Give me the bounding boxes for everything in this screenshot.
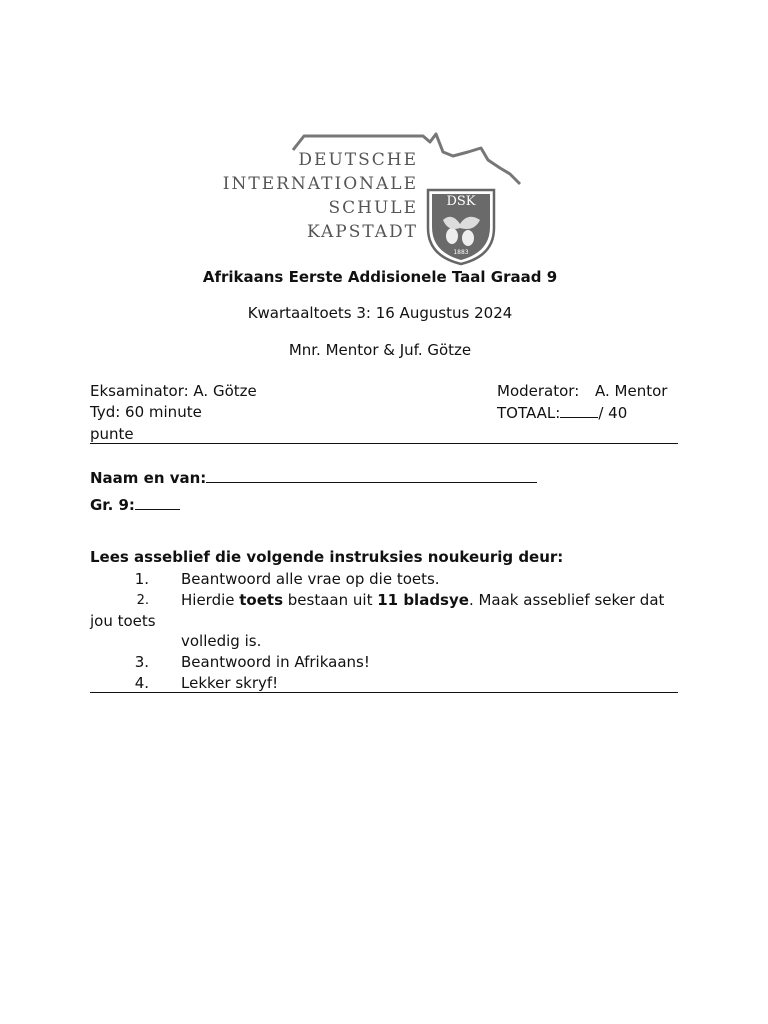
name-row xyxy=(90,468,537,487)
name-label: Naam en van: xyxy=(90,469,207,487)
logo-line-2: INTERNATIONALE xyxy=(222,174,418,194)
logo-line-3: SCHULE xyxy=(328,198,418,218)
total-label: TOTAAL: xyxy=(497,404,561,422)
divider-1 xyxy=(90,443,678,444)
instruction-text: Beantwoord alle vrae op die toets. xyxy=(181,570,440,588)
examiner: Eksaminator: A. Götze xyxy=(90,382,257,400)
instruction-text: Hierdie toets bestaan uit 11 bladsye. Maak asseblief seker dat xyxy=(181,591,665,609)
instruction-number: 2. xyxy=(136,593,149,608)
instruction-text: Lekker skryf! xyxy=(181,674,279,692)
teachers: Mnr. Mentor & Juf. Götze xyxy=(288,341,472,359)
divider-2 xyxy=(90,692,678,693)
crest-text: DSK xyxy=(446,194,476,209)
grade-row xyxy=(90,495,180,514)
instruction-text: Beantwoord in Afrikaans! xyxy=(181,653,370,671)
school-logo xyxy=(222,128,528,268)
total-marks xyxy=(497,403,627,422)
moderator-label: Moderator: xyxy=(497,382,580,400)
name-field[interactable] xyxy=(206,468,537,483)
instruction-number: 1. xyxy=(134,570,149,588)
crest-year: 1883 xyxy=(453,249,469,256)
grade-field[interactable] xyxy=(135,495,180,510)
logo-line-1: DEUTSCHE xyxy=(298,150,418,170)
moderator-name: A. Mentor xyxy=(595,382,668,400)
time-allowed: Tyd: 60 minute xyxy=(90,403,202,421)
grade-label: Gr. 9: xyxy=(90,496,135,514)
instructions-heading: Lees asseblief die volgende instruksies noukeurig deur: xyxy=(90,548,564,566)
total-value: / 40 xyxy=(598,404,628,422)
bold-word-toets: toets xyxy=(239,591,284,609)
instruction-text-wrap: jou toets xyxy=(90,612,156,630)
punte-label: punte xyxy=(90,425,134,443)
total-score-field[interactable] xyxy=(560,403,598,418)
instruction-text-continued: volledig is. xyxy=(181,632,262,650)
instruction-number: 4. xyxy=(134,674,149,692)
instruction-number: 3. xyxy=(134,653,149,671)
logo-line-4: KAPSTADT xyxy=(306,222,418,242)
bold-page-count: 11 bladsye xyxy=(377,591,469,609)
document-title: Afrikaans Eerste Addisionele Taal Graad 9 xyxy=(202,268,558,286)
test-date: Kwartaaltoets 3: 16 Augustus 2024 xyxy=(247,304,513,322)
